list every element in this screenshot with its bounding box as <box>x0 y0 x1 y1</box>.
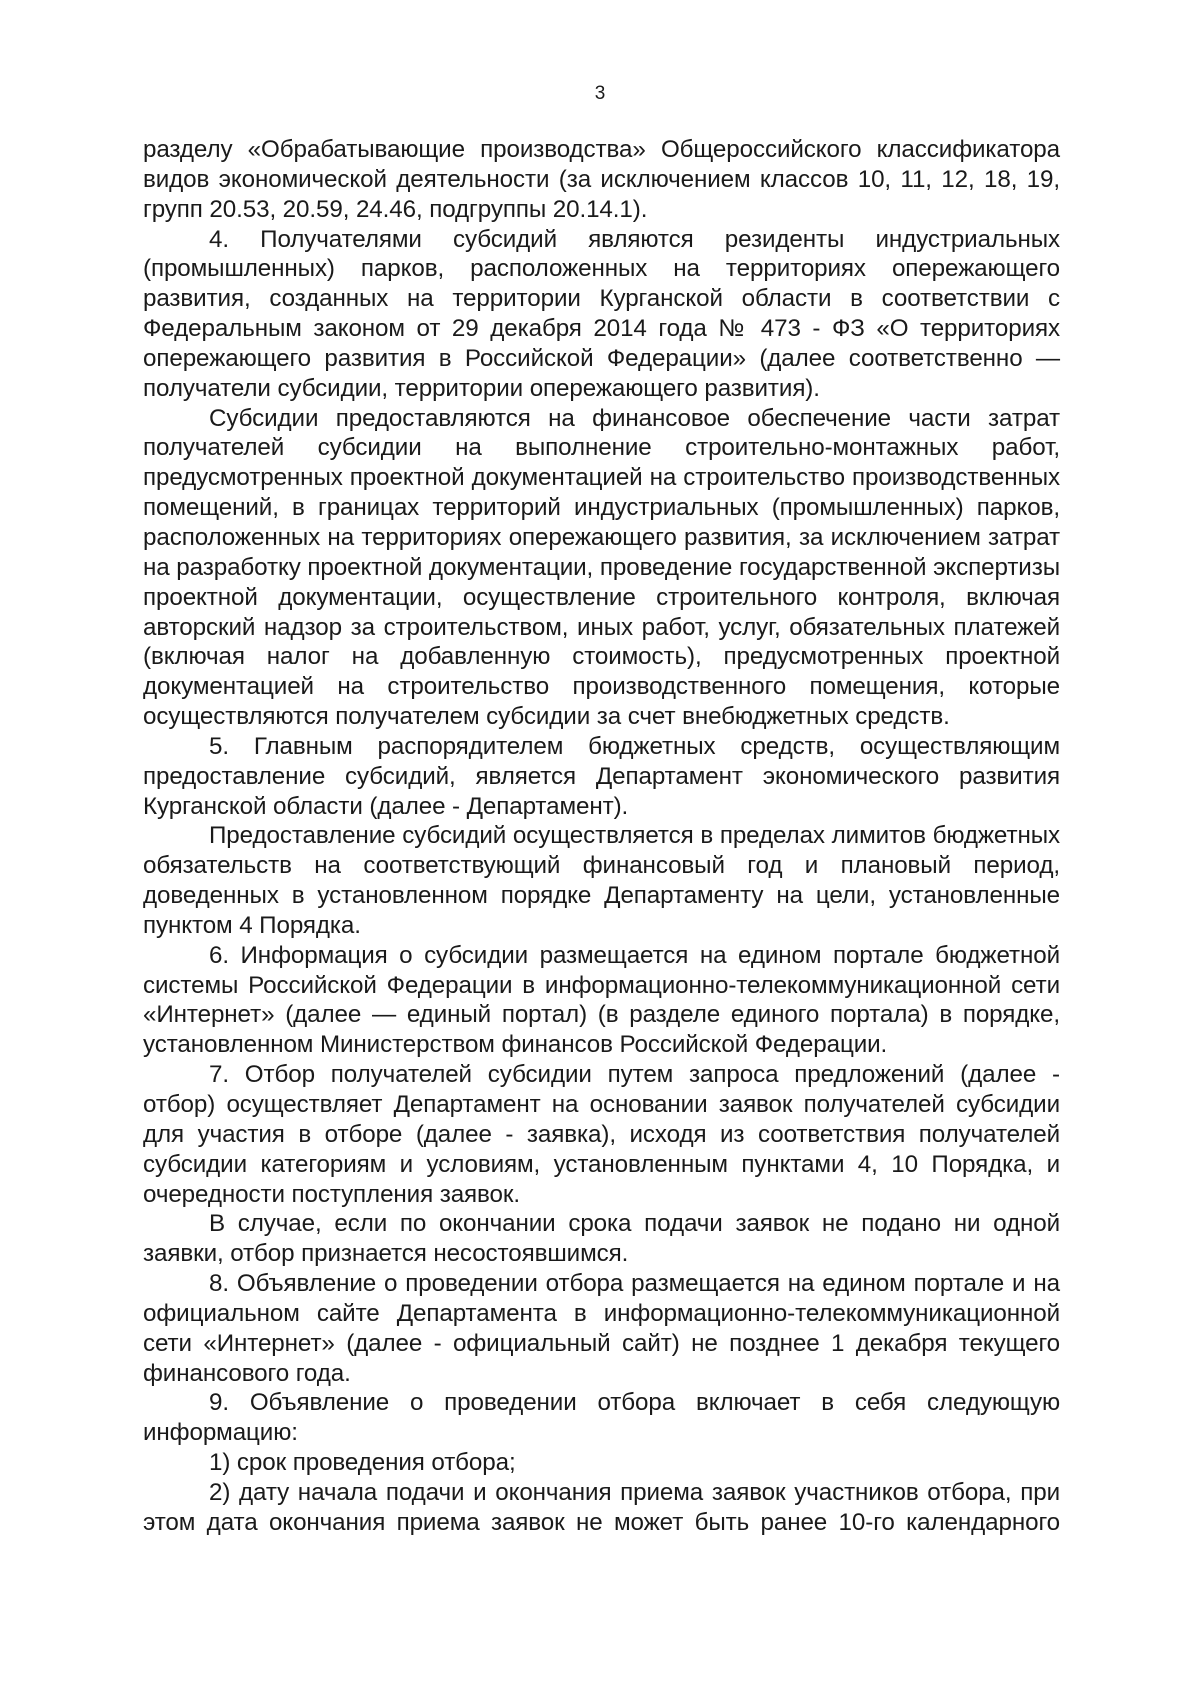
paragraph: Предоставление субсидий осуществляется в пределах лимитов бюджетных обязательств на соответствующий финансовый год и плановый период, доведенных в установленном порядке Департаменту на цели, установленные пунктом 4 Порядка. <box>143 822 1060 939</box>
paragraph-item-5: 5. Главным распорядителем бюджетных средств, осуществляющим предоставление субсидий, является Департамент экономического развития Курганской области (далее - Департамент). <box>143 732 1060 820</box>
paragraph-item-9: 9. Объявление о проведении отбора включает в себя следующую информацию: <box>143 1389 1060 1447</box>
page-number: 3 <box>594 83 606 104</box>
paragraph: Субсидии предоставляются на финансовое обеспечение части затрат получателей субсидии на выполнение строительно-монтажных работ, предусмотренных проектной документацией на строительство производственных помещений, в границах территорий индустриальных (промышленных) парков, расположенных на территориях опережающего развития, за исключением затрат на разработку проектной документации, проведение государственной экспертизы проектной документации, осуществление строительного контроля, включая авторский надзор за строительством, иных работ, услуг, обязательных платежей (включая налог на добавленную стоимость), предусмотренных проектной документацией на строительство производственного помещения, которые осуществляются получателем субсидии за счет внебюджетных средств. <box>143 404 1060 731</box>
paragraph-item-4: 4. Получателями субсидий являются резиденты индустриальных (промышленных) парков, расположенных на территориях опережающего развития, созданных на территории Курганской области в соответствии с Федеральным законом от 29 декабря 2014 года № 473 - ФЗ «О территориях опережающего развития в Российской Федерации» (далее соответственно — получатели субсидии, территории опережающего развития). <box>143 225 1060 402</box>
list-item: 1) срок проведения отбора; <box>209 1449 516 1477</box>
document-body <box>143 135 1060 1538</box>
paragraph-item-6: 6. Информация о субсидии размещается на едином портале бюджетной системы Российской Федерации в информационно-телекоммуникационной сети «Интернет» (далее — единый портал) (в разделе единого портала) в порядке, установленном Министерством финансов Российской Федерации. <box>143 941 1060 1059</box>
paragraph: В случае, если по окончании срока подачи заявок не подано ни одной заявки, отбор признается несостоявшимся. <box>143 1210 1060 1268</box>
paragraph: разделу «Обрабатывающие производства» Общероссийского классификатора видов экономической деятельности (за исключением классов 10, 11, 12, 18, 19, групп 20.53, 20.59, 24.46, подгруппы 20.14.1). <box>143 136 1060 223</box>
paragraph-item-7: 7. Отбор получателей субсидии путем запроса предложений (далее - отбор) осуществляет Департамент на основании заявок получателей субсидии для участия в отборе (далее - заявка), исходя из соответствия получателей субсидии категориям и условиям, установленным пунктами 4, 10 Порядка, и очередности поступления заявок. <box>143 1061 1060 1208</box>
list-item: 2) дату начала подачи и окончания приема заявок участников отбора, при этом дата окончания приема заявок не может быть ранее 10-го календарного <box>143 1478 1060 1536</box>
paragraph-item-8: 8. Объявление о проведении отбора размещается на едином портале и на официальном сайте Департамента в информационно-телекоммуникационной сети «Интернет» (далее - официальный сайт) не позднее 1 декабря текущего финансового года. <box>143 1270 1060 1387</box>
